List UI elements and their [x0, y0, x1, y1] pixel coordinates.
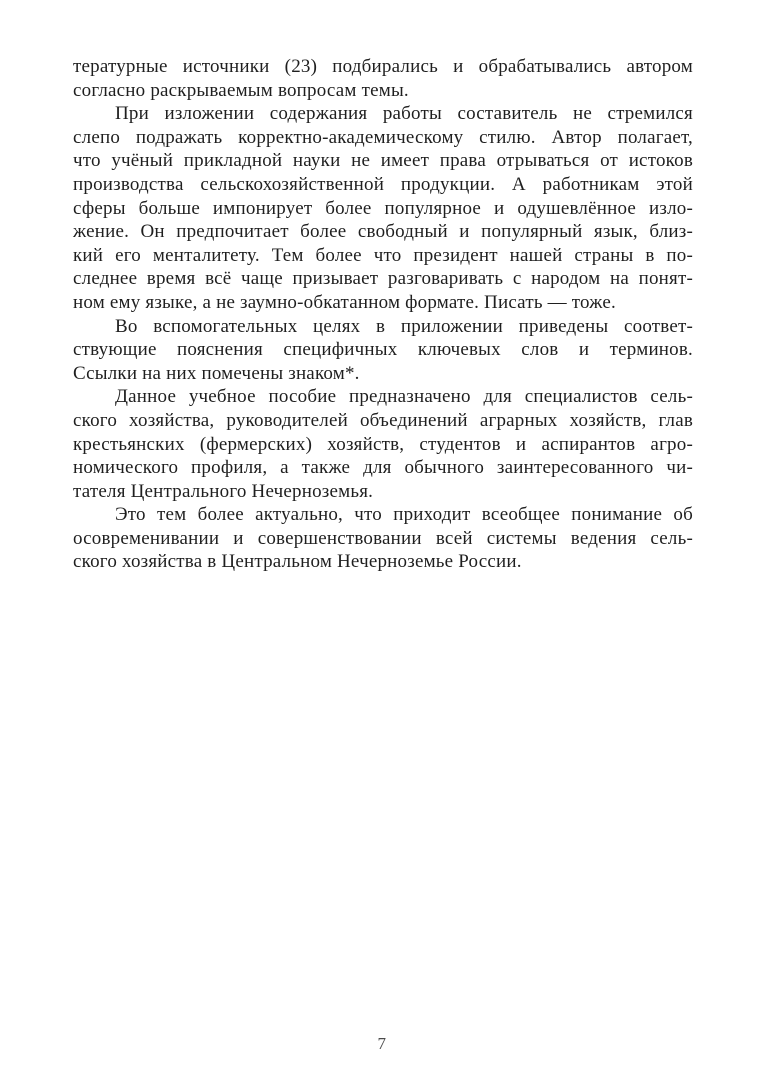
text-line: Во вспомогательных целях в приложении приведены соответ- — [115, 315, 693, 337]
text-line: ского хозяйства, руководителей объединений аграрных хозяйств, глав — [73, 409, 693, 431]
text-line: тателя Центрального Нечерноземья. — [73, 480, 374, 502]
paragraph — [73, 102, 693, 314]
text-line: При изложении содержания работы составитель не стремился — [115, 103, 693, 125]
text-line: номического профиля, а также для обычного заинтересованного чи- — [73, 457, 693, 479]
text-line: кий его менталитету. Тем более что президент нашей страны в по- — [73, 244, 693, 266]
text-line: что учёный прикладной науки не имеет права отрываться от истоков — [73, 150, 693, 172]
text-line: согласно раскрываемым вопросам темы. — [73, 79, 409, 101]
text-line: ского хозяйства в Центральном Нечерноземье России. — [73, 551, 522, 573]
page-number: 7 — [377, 1034, 387, 1053]
paragraph — [73, 385, 693, 503]
text-line: жение. Он предпочитает более свободный и популярный язык, близ- — [73, 221, 693, 243]
text-line: производства сельскохозяйственной продукции. А работникам этой — [73, 173, 693, 195]
paragraph — [73, 503, 693, 574]
paragraph — [73, 315, 693, 386]
text-line: крестьянских (фермерских) хозяйств, студентов и аспирантов агро- — [73, 433, 693, 455]
text-line: слепо подражать корректно-академическому стилю. Автор полагает, — [73, 126, 693, 148]
text-line: Ссылки на них помечены знаком*. — [73, 362, 360, 384]
text-line: Данное учебное пособие предназначено для специалистов сель- — [115, 386, 693, 408]
text-line: ствующие пояснения специфичных ключевых слов и терминов. — [73, 339, 693, 361]
page-footer — [0, 1034, 764, 1054]
text-line: ном ему языке, а не заумно-обкатанном формате. Писать — тоже. — [73, 291, 616, 313]
text-line: следнее время всё чаще призывает разговаривать с народом на понят- — [73, 268, 693, 290]
text-line: сферы больше импонирует более популярное и одушевлённое изло- — [73, 197, 693, 219]
paragraph — [73, 55, 693, 102]
text-line: осовременивании и совершенствовании всей системы ведения сель- — [73, 527, 693, 549]
text-line: Это тем более актуально, что приходит всеобщее понимание об — [115, 504, 693, 526]
text-block — [73, 55, 693, 574]
text-line: тературные источники (23) подбирались и обрабатывались автором — [73, 56, 693, 77]
